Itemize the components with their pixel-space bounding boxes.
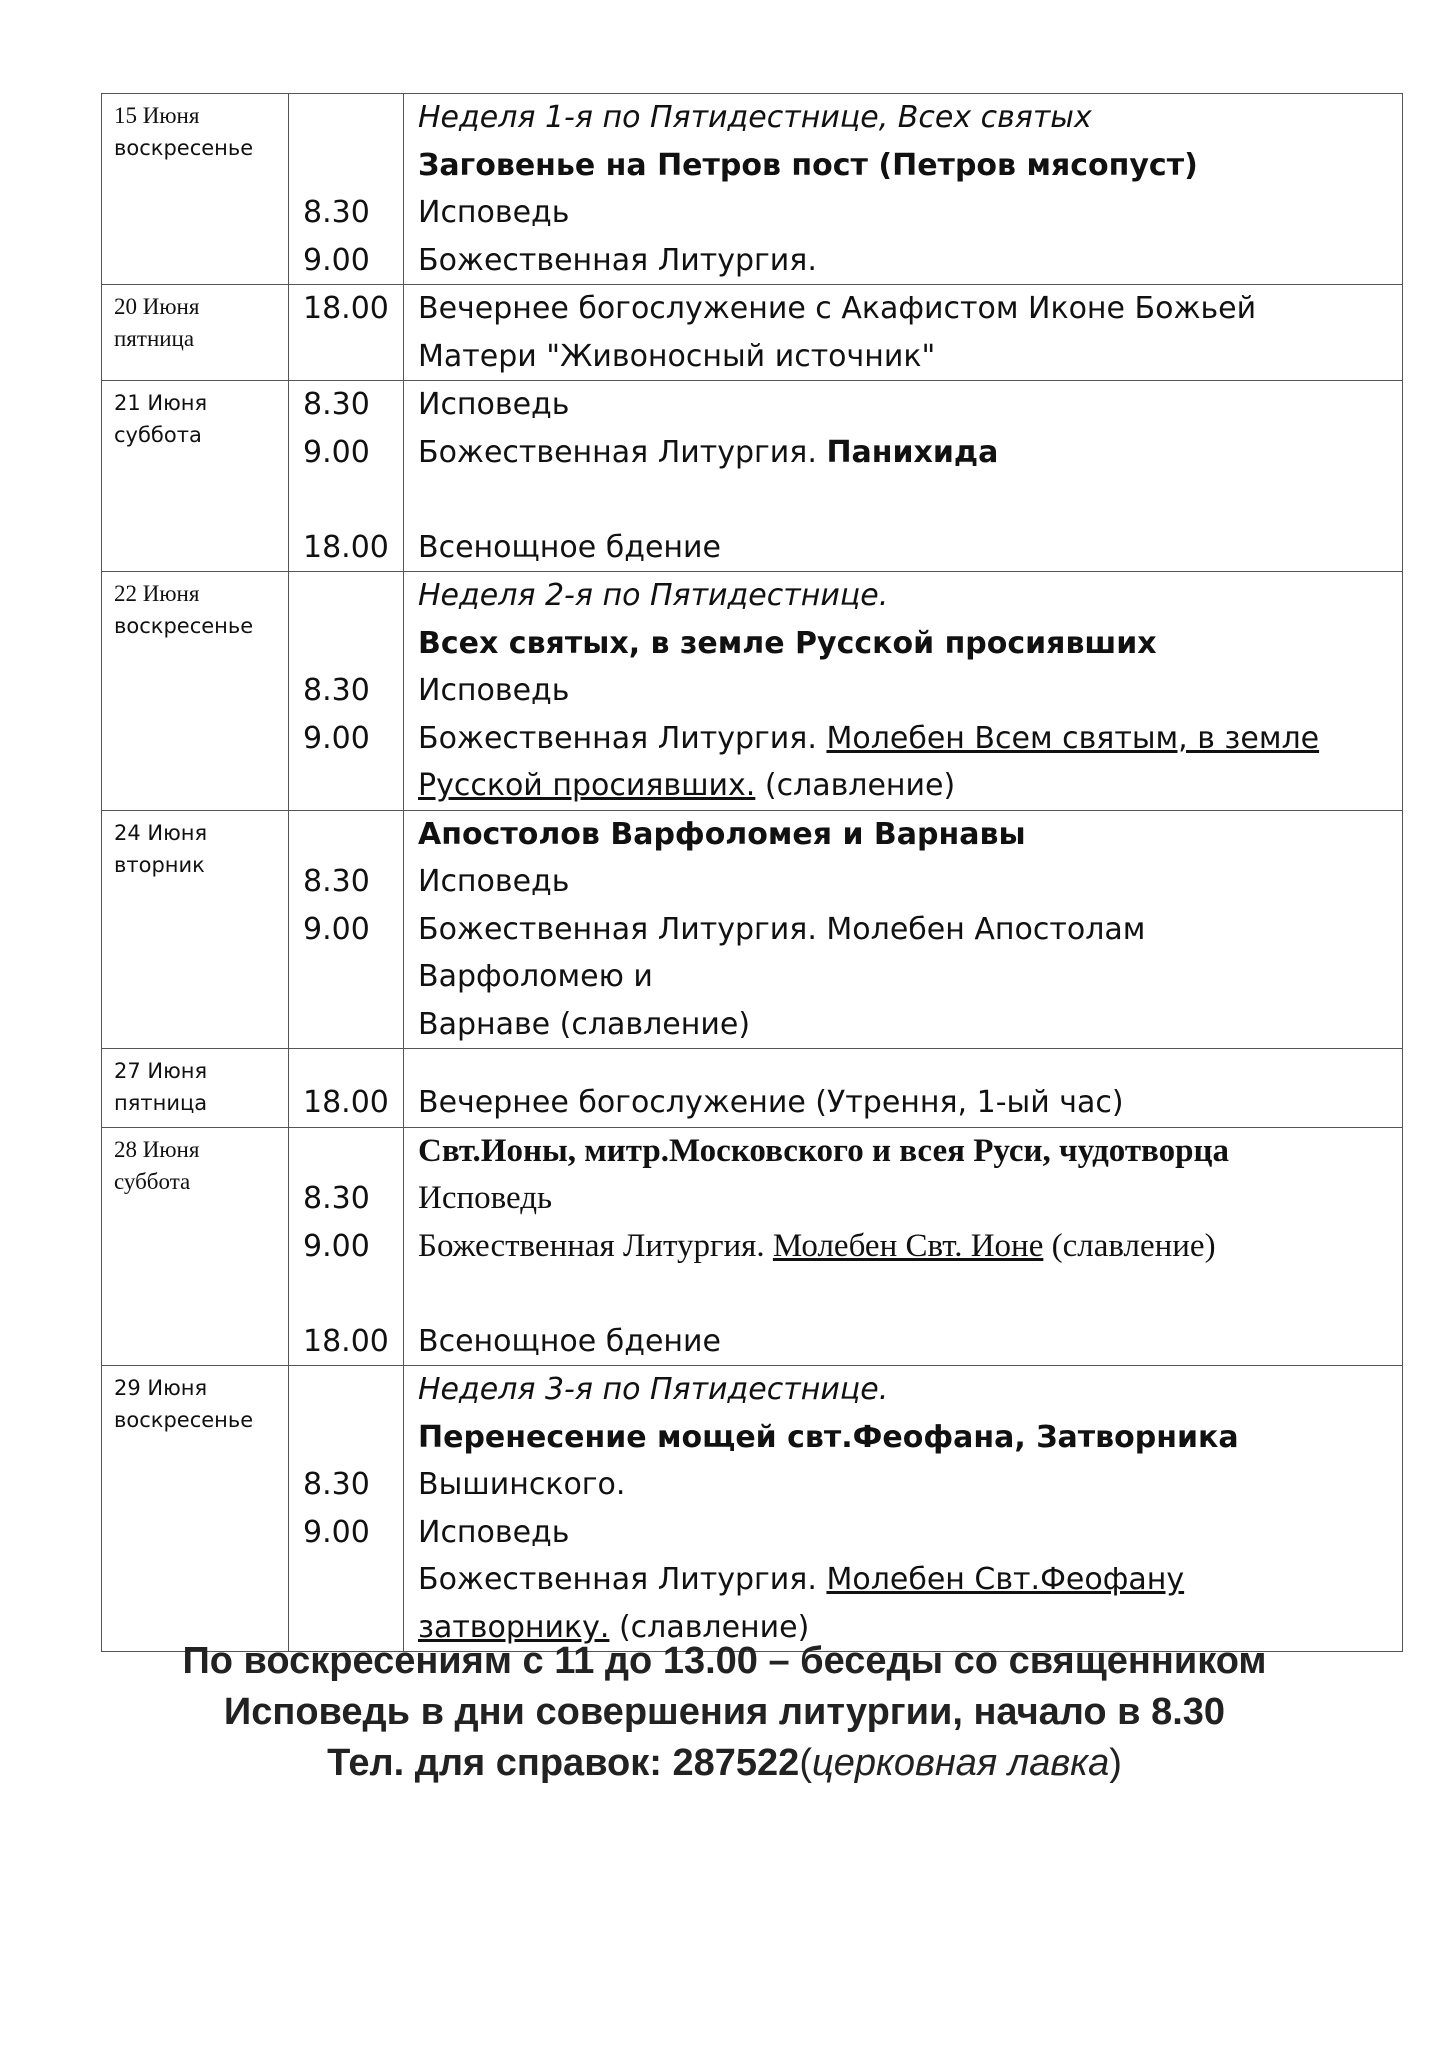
time-value: 9.00 (303, 720, 370, 756)
moleben-text: Молебен Всем святым, в земле (826, 720, 1320, 756)
row-weekday: воскресенье (114, 614, 254, 638)
event-text: Исповедь (418, 864, 570, 899)
event-text: Божественная Литургия. (418, 1562, 817, 1597)
feast-title-bold: Заговенье на Петров пост (Петров мясопуст) (418, 147, 1198, 183)
date-cell (102, 572, 289, 811)
event-text: Божественная Литургия. (418, 434, 817, 470)
feast-title-bold: Свт.Ионы, митр.Московского и всея Руси, чудотворца (418, 1132, 1229, 1169)
row-date: 29 Июня (114, 1376, 208, 1400)
event-text: Божественная Литургия. (418, 720, 817, 756)
row-date: 27 Июня (114, 1059, 208, 1083)
row-weekday: суббота (114, 1168, 191, 1194)
event-text: Божественная Литургия. Молебен Апостолам (418, 911, 1146, 947)
table-row (102, 1049, 1403, 1128)
event-text: Варнаве (славление) (418, 1006, 751, 1042)
time-cell (289, 285, 404, 381)
table-row (102, 381, 1403, 572)
event-text: Божественная Литургия. (418, 242, 817, 278)
moleben-text: Русской просиявших. (418, 768, 756, 803)
event-cell (404, 1366, 1403, 1652)
time-value: 8.30 (303, 673, 370, 708)
event-text: Вечернее богослужение (Утрення, 1-ый час) (418, 1085, 1124, 1120)
feast-title-bold: Перенесение мощей свт.Феофана, Затворника (418, 1419, 1239, 1455)
time-value: 18.00 (303, 291, 389, 326)
date-cell (102, 1127, 289, 1366)
event-text: Божественная Литургия. (418, 1227, 765, 1264)
event-text: Всенощное бдение (418, 1323, 721, 1359)
time-cell (289, 810, 404, 1049)
row-weekday: суббота (114, 423, 202, 447)
time-cell (289, 572, 404, 811)
event-text: Вышинского. (418, 1467, 626, 1502)
event-line (418, 1556, 1392, 1604)
time-value: 9.00 (303, 911, 370, 947)
time-cell (289, 381, 404, 572)
time-value: 9.00 (303, 434, 370, 470)
feast-title-italic: Неделя 1-я по Пятидестнице, Всех святых (418, 100, 1092, 135)
date-cell (102, 381, 289, 572)
row-date: 28 Июня (114, 1136, 200, 1162)
time-value: 9.00 (303, 242, 370, 278)
time-cell (289, 1127, 404, 1366)
row-weekday: пятница (114, 1091, 208, 1115)
schedule-table (101, 93, 1403, 1652)
event-text: Исповедь (418, 387, 570, 422)
moleben-text: Молебен Свт. Ионе (772, 1227, 1044, 1264)
time-cell (289, 94, 404, 285)
event-cell (404, 94, 1403, 285)
event-text: Исповедь (418, 1514, 570, 1550)
event-cell (404, 285, 1403, 381)
event-text: (славление) (618, 1609, 810, 1645)
table-row (102, 572, 1403, 811)
event-cell (404, 572, 1403, 811)
event-cell (404, 810, 1403, 1049)
event-line (418, 762, 1392, 810)
date-cell (102, 1049, 289, 1128)
time-cell (289, 1366, 404, 1652)
event-text: Исповедь (418, 1180, 553, 1216)
phone-note: церковная лавка (811, 1742, 1110, 1784)
footer-phone: Тел. для справок: 287522(церковная лавка) (327, 1742, 1122, 1784)
time-value: 8.30 (303, 1467, 370, 1502)
row-weekday: воскресенье (114, 1408, 254, 1432)
date-cell (102, 94, 289, 285)
row-weekday: пятница (114, 326, 195, 351)
time-value: 9.00 (303, 1228, 370, 1264)
event-line (418, 1223, 1392, 1271)
row-date: 15 Июня (114, 103, 200, 128)
feast-title-bold: Всех святых, в земле Русской просиявших (418, 625, 1157, 661)
time-value: 18.00 (303, 529, 389, 565)
time-value: 8.30 (303, 195, 370, 230)
event-text: Варфоломею и (418, 959, 653, 994)
row-date: 22 Июня (114, 581, 200, 606)
time-cell (289, 1049, 404, 1128)
event-text: Матери "Живоносный источник" (418, 338, 936, 374)
footer-note-talks: По воскресениям с 11 до 13.00 – беседы со священником (182, 1640, 1267, 1682)
event-text-bold: Панихида (826, 434, 999, 470)
event-text: Вечернее богослужение с Акафистом Иконе Божьей (418, 291, 1257, 326)
feast-title-italic: Неделя 3-я по Пятидестнице. (418, 1372, 889, 1407)
phone-label: Тел. для справок: 287522 (327, 1742, 800, 1784)
event-text: (славление) (764, 768, 956, 803)
row-weekday: вторник (114, 852, 205, 877)
date-cell (102, 810, 289, 1049)
time-value: 8.30 (303, 1181, 370, 1216)
row-date: 21 Июня (114, 391, 208, 415)
event-line (418, 429, 1392, 477)
event-text: Всенощное бдение (418, 529, 721, 565)
table-row (102, 1127, 1403, 1366)
time-value: 9.00 (303, 1514, 370, 1550)
feast-title-italic: Неделя 2-я по Пятидестнице. (418, 578, 889, 613)
table-row (102, 94, 1403, 285)
event-cell (404, 1049, 1403, 1128)
event-cell (404, 381, 1403, 572)
table-row (102, 285, 1403, 381)
event-text: (славление) (1051, 1227, 1216, 1264)
time-value: 18.00 (303, 1323, 389, 1359)
feast-title-bold: Апостолов Варфоломея и Варнавы (418, 816, 1026, 852)
time-value: 8.30 (303, 387, 370, 422)
event-line (418, 715, 1392, 763)
row-date: 24 Июня (114, 820, 208, 845)
table-row (102, 810, 1403, 1049)
date-cell (102, 285, 289, 381)
event-text: Исповедь (418, 195, 570, 230)
row-weekday: воскресенье (114, 136, 254, 160)
event-cell (404, 1127, 1403, 1366)
footer-note-confession: Исповедь в дни совершения литургии, начало в 8.30 (223, 1691, 1226, 1733)
moleben-text: Молебен Свт.Феофану (826, 1562, 1185, 1597)
time-value: 8.30 (303, 864, 370, 899)
date-cell (102, 1366, 289, 1652)
time-value: 18.00 (303, 1085, 389, 1120)
row-date: 20 Июня (114, 294, 200, 319)
table-row (102, 1366, 1403, 1652)
event-text: Исповедь (418, 673, 570, 708)
moleben-text: затворнику. (418, 1609, 610, 1645)
